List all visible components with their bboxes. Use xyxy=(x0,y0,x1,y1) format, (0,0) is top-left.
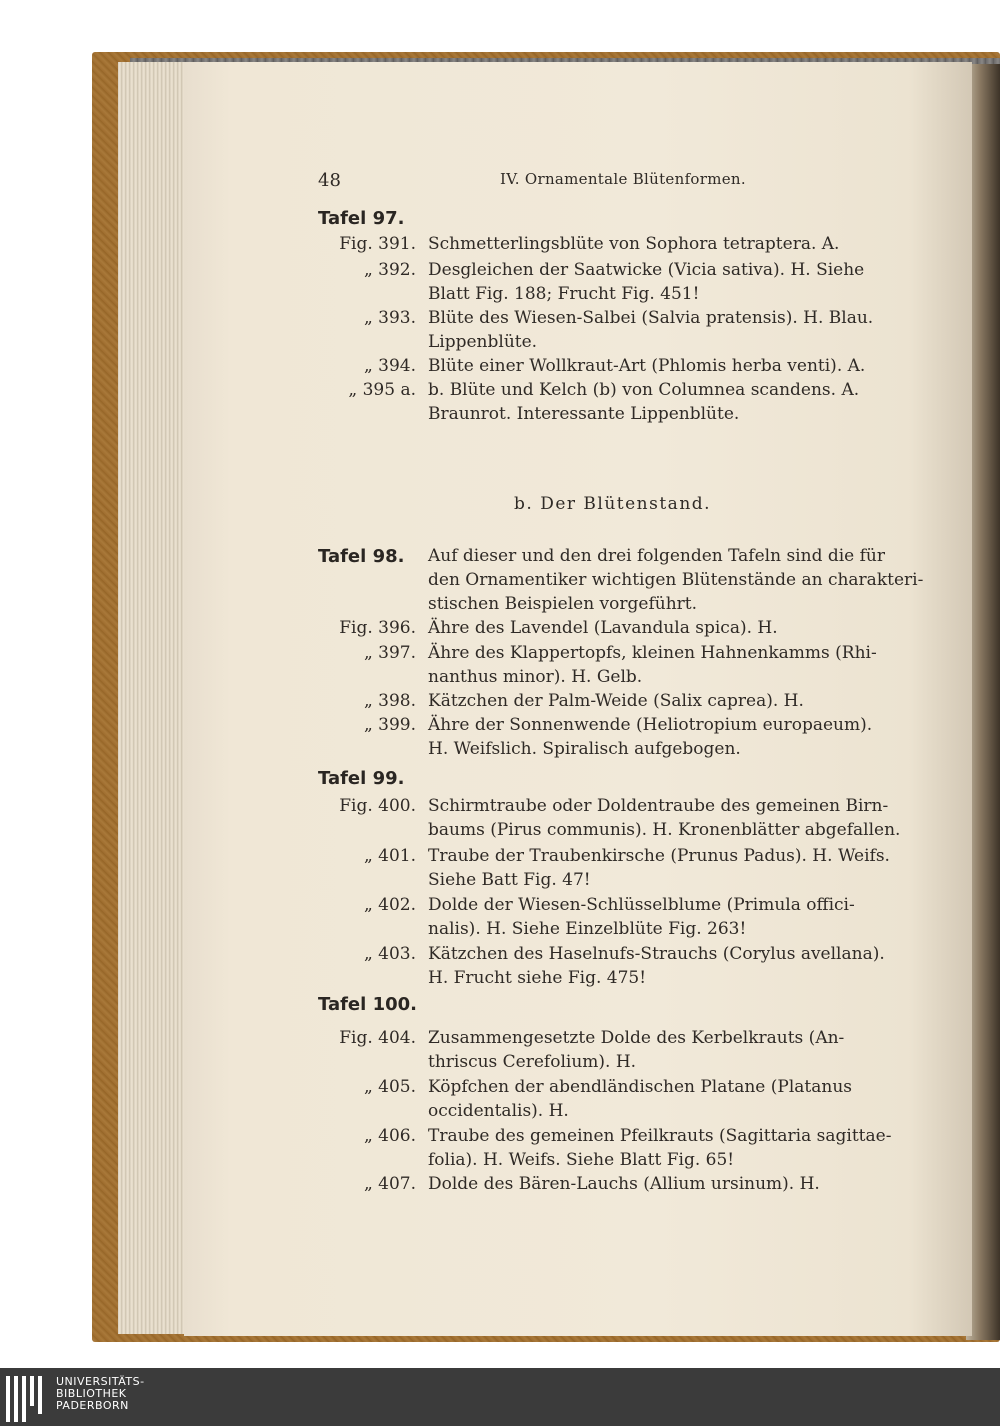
fig-text: Braunrot. Interessante Lippenblüte. xyxy=(428,404,740,424)
fig-text: Blüte des Wiesen-Salbei (Salvia pratensis). H. Blau. xyxy=(428,308,874,328)
fig-text: Desgleichen der Saatwicke (Vicia sativa). H. Siehe xyxy=(428,260,865,280)
fig-text: Blatt Fig. 188; Frucht Fig. 451! xyxy=(428,284,700,304)
fig-text: Lippenblüte. xyxy=(428,332,538,352)
tafel-100-heading: Tafel 100. xyxy=(318,994,417,1015)
fig-text: nalis). H. Siehe Einzelblüte Fig. 263! xyxy=(428,919,747,939)
fig-number: „ 393. xyxy=(363,308,416,328)
fig-number: „ 407. xyxy=(363,1174,416,1194)
library-logo-icon xyxy=(0,1376,56,1426)
fig-text: b. Blüte und Kelch (b) von Columnea scandens. A. xyxy=(428,380,860,400)
fig-text: Schmetterlingsblüte von Sophora tetraptera. A. xyxy=(428,234,840,254)
fig-text: Köpfchen der abendländischen Platane (Platanus xyxy=(428,1077,852,1097)
fig-number: Fig. 391. xyxy=(339,234,416,254)
fig-text: Zusammengesetzte Dolde des Kerbelkrauts (An- xyxy=(428,1028,845,1048)
fig-text: Kätzchen der Palm-Weide (Salix caprea). H. xyxy=(428,691,804,711)
tafel-97-heading: Tafel 97. xyxy=(318,208,405,229)
fig-text: Traube der Traubenkirsche (Prunus Padus). H. Weifs. xyxy=(428,846,890,866)
tafel-99-heading: Tafel 99. xyxy=(318,768,405,789)
fig-number: Fig. 400. xyxy=(339,796,416,816)
fig-number: „ 399. xyxy=(363,715,416,735)
fig-text: baums (Pirus communis). H. Kronenblätter abgefallen. xyxy=(428,820,901,840)
fig-number: „ 401. xyxy=(363,846,416,866)
fig-number: „ 406. xyxy=(363,1126,416,1146)
fig-text: H. Weifslich. Spiralisch aufgebogen. xyxy=(428,739,741,759)
fig-text: Siehe Batt Fig. 47! xyxy=(428,870,591,890)
fig-text: Ähre des Klappertopfs, kleinen Hahnenkamms (Rhi- xyxy=(428,643,877,663)
fig-number: „ 395 a. xyxy=(348,380,416,400)
fig-number: „ 392. xyxy=(363,260,416,280)
fig-text: thriscus Cerefolium). H. xyxy=(428,1052,637,1072)
fig-number: „ 398. xyxy=(363,691,416,711)
fig-text: Traube des gemeinen Pfeilkrauts (Sagittaria sagittae- xyxy=(428,1126,892,1146)
fig-text: Dolde der Wiesen-Schlüsselblume (Primula offici- xyxy=(428,895,855,915)
fig-number: „ 402. xyxy=(363,895,416,915)
intro-text: Auf dieser und den drei folgenden Tafeln sind die für xyxy=(428,546,885,566)
section-heading: b. Der Blütenstand. xyxy=(514,494,712,514)
intro-text: den Ornamentiker wichtigen Blütenstände an charakteri- xyxy=(428,570,924,590)
fig-text: Ähre des Lavendel (Lavandula spica). H. xyxy=(428,618,778,638)
page-stack xyxy=(118,62,188,1334)
fig-text: H. Frucht siehe Fig. 475! xyxy=(428,968,647,988)
fig-number: „ 405. xyxy=(363,1077,416,1097)
fig-text: Schirmtraube oder Doldentraube des gemeinen Birn- xyxy=(428,796,889,816)
fig-number: Fig. 396. xyxy=(339,618,416,638)
fig-number: „ 397. xyxy=(363,643,416,663)
library-footer xyxy=(0,1368,1000,1426)
running-title: IV. Ornamentale Blütenformen. xyxy=(500,170,746,188)
fig-text: nanthus minor). H. Gelb. xyxy=(428,667,643,687)
fig-text: Kätzchen des Haselnufs-Strauchs (Corylus avellana). xyxy=(428,944,885,964)
fig-text: occidentalis). H. xyxy=(428,1101,569,1121)
fig-number: „ 394. xyxy=(363,356,416,376)
fig-number: Fig. 404. xyxy=(339,1028,416,1048)
page-number: 48 xyxy=(318,170,341,191)
intro-text: stischen Beispielen vorgeführt. xyxy=(428,594,698,614)
fig-number: „ 403. xyxy=(363,944,416,964)
tafel-98-heading: Tafel 98. xyxy=(318,546,405,567)
fig-text: Blüte einer Wollkraut-Art (Phlomis herba venti). A. xyxy=(428,356,866,376)
library-name: UNIVERSITÄTS- BIBLIOTHEK PADERBORN xyxy=(56,1375,145,1412)
fig-text: folia). H. Weifs. Siehe Blatt Fig. 65! xyxy=(428,1150,735,1170)
fig-text: Dolde des Bären-Lauchs (Allium ursinum). H. xyxy=(428,1174,820,1194)
fig-text: Ähre der Sonnenwende (Heliotropium europaeum). xyxy=(428,715,873,735)
